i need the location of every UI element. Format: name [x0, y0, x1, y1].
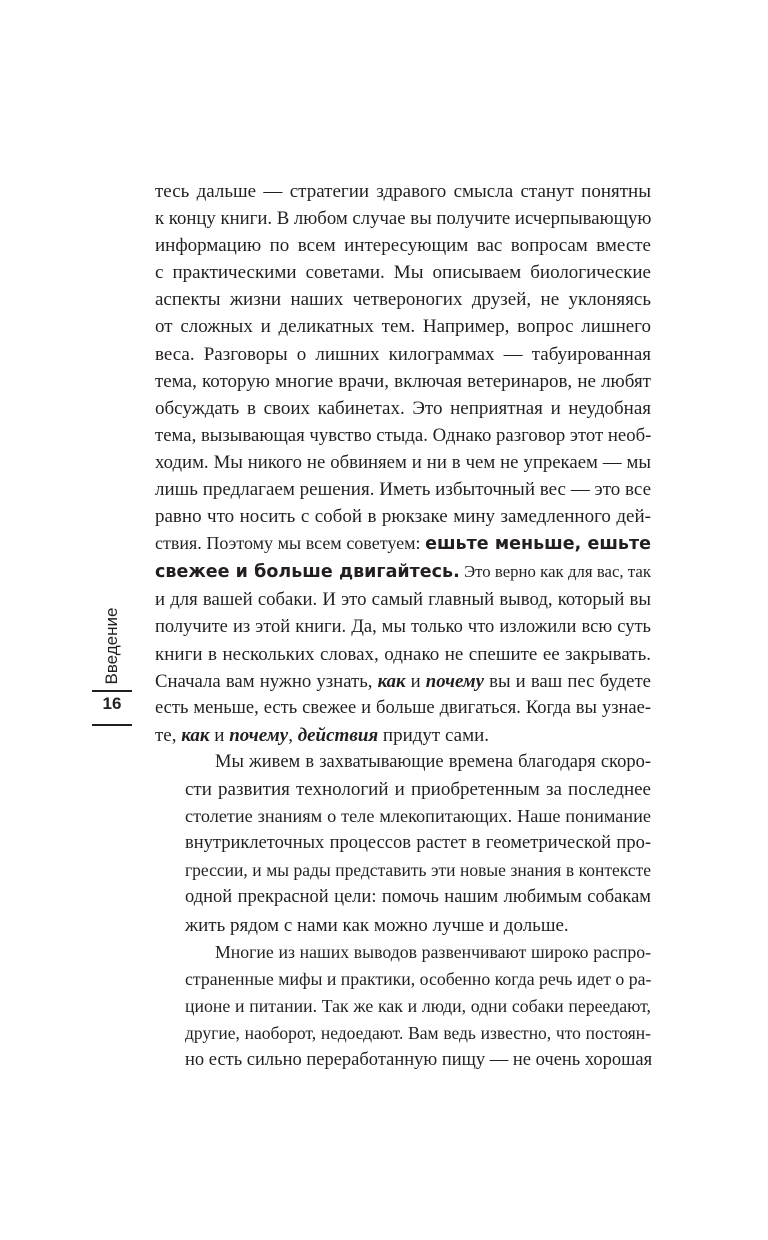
text-line: сти развития технологий и приобретенным за последнее	[185, 779, 651, 801]
text-run: те,	[155, 724, 182, 746]
text-line	[155, 558, 651, 586]
text-line	[155, 668, 651, 695]
section-marker	[92, 606, 132, 732]
paragraph-1	[155, 178, 651, 749]
text-line	[155, 530, 651, 558]
text-line: ходим. Мы никого не обвиняем и ни в чем не упрекаем — мы	[155, 451, 651, 473]
emphasis-italic: почему	[425, 670, 484, 692]
text-line: страненные мифы и практики, особенно когда речь идет о ра-	[185, 968, 652, 989]
section-label-text: Введение	[102, 607, 121, 685]
section-rule-top	[92, 690, 132, 692]
text-line: информацию по всем интересующим вас вопросам вместе	[155, 235, 651, 257]
section-label	[92, 606, 132, 686]
text-line: аспекты жизни наших четвероногих друзей, не уклоняясь	[155, 289, 651, 311]
emphasis-bold: ешьте меньше, ешьте	[425, 534, 652, 555]
text-run: ствия. Поэтому мы всем советуем:	[155, 533, 426, 554]
emphasis-bold: свежее и больше двигайтесь.	[155, 562, 460, 583]
text-line: получите из этой книги. Да, мы только что изложили всю суть	[155, 616, 651, 637]
page-number: 16	[102, 694, 122, 713]
text-line: от сложных и деликатных тем. Например, вопрос лишнего	[155, 316, 651, 338]
text-line: веса. Разговоры о лишних килограммах — табуированная	[155, 343, 651, 365]
text-line: равно что носить с собой в рюкзаке мину замедленного дей-	[155, 506, 651, 528]
text-line: ционе и питании. Так же как и люди, одни собаки переедают,	[185, 995, 651, 1016]
text-line: внутриклеточных процессов растет в геометрической про-	[185, 833, 651, 854]
emphasis-italic: как	[377, 670, 406, 692]
text-line: столетие знаниям о теле млекопитающих. Наше понимание	[185, 806, 651, 827]
text-line: книги в нескольких словах, однако не спешите ее закрывать.	[155, 643, 651, 665]
text-line: и для вашей собаки. И это самый главный вывод, который вы	[155, 589, 651, 611]
text-line	[155, 722, 651, 749]
paragraph-2	[155, 749, 651, 939]
text-line: Мы живем в захватывающие времена благодаря скоро-	[215, 751, 651, 772]
text-run: вы и ваш пес будете	[483, 670, 651, 692]
text-line: обсуждать в своих кабинетах. Это неприятная и неудобная	[155, 397, 651, 419]
text-line: одной прекрасной цели: помочь нашим любимым собакам	[185, 887, 651, 908]
text-line: тесь дальше — стратегии здравого смысла станут понятны	[155, 181, 651, 202]
emphasis-italic: как	[181, 724, 210, 746]
text-line: грессии, и мы рады представить эти новые знания в контексте	[185, 860, 651, 881]
body-text	[155, 178, 651, 1074]
text-line: тема, вызывающая чувство стыда. Однако разговор этот необ-	[155, 424, 652, 446]
text-run: и	[209, 724, 230, 746]
text-run: Сначала вам нужно узнать,	[155, 670, 378, 692]
paragraph-3	[155, 939, 651, 1074]
text-run: ,	[288, 724, 298, 746]
text-run: Это верно как для вас, так	[459, 562, 651, 582]
emphasis-italic: почему	[229, 724, 289, 746]
text-line: Многие из наших выводов развенчивают широко распро-	[215, 941, 651, 962]
text-line: к концу книги. В любом случае вы получите исчерпывающую	[155, 208, 652, 230]
text-run: придут сами.	[378, 724, 490, 746]
text-line: тема, которую многие врачи, включая ветеринаров, не любят	[155, 370, 651, 392]
section-rule-bottom	[92, 724, 132, 726]
emphasis-italic: действия	[297, 724, 379, 746]
text-run: и	[405, 670, 426, 692]
text-line: жить рядом с нами как можно лучше и дольше.	[185, 914, 569, 936]
text-line: лишь предлагаем решения. Иметь избыточный вес — это все	[155, 479, 651, 501]
text-line: другие, наоборот, недоедают. Вам ведь известно, что постоян-	[185, 1022, 651, 1043]
text-line: есть меньше, есть свежее и больше двигаться. Когда вы узнае-	[155, 697, 651, 718]
text-line: с практическими советами. Мы описываем биологические	[155, 262, 651, 284]
text-line: но есть сильно переработанную пищу — не очень хорошая	[185, 1050, 653, 1070]
